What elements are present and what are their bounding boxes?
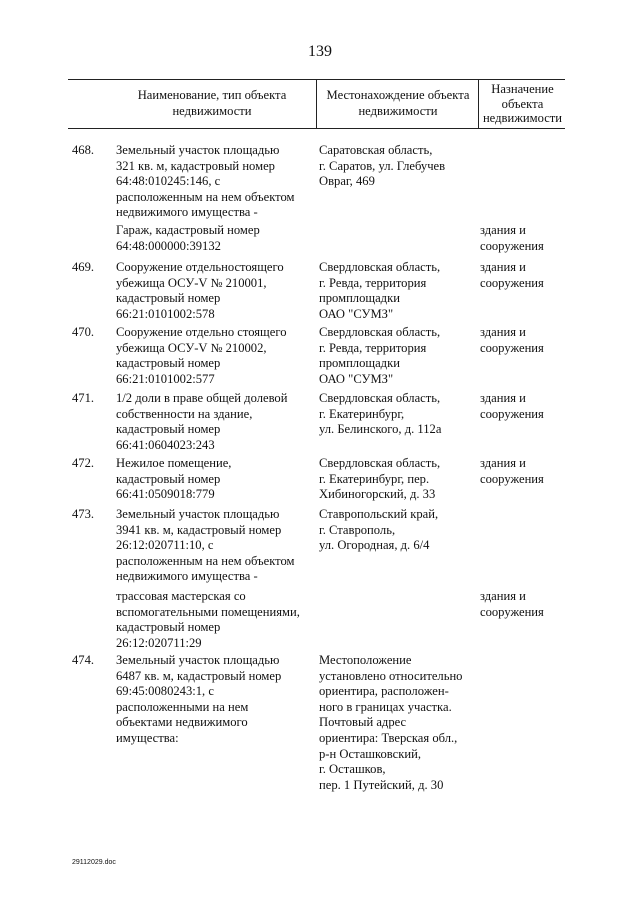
object-name-line: расположенным на нем объектом — [116, 189, 295, 204]
object-location-line: промплощадки — [319, 356, 400, 371]
object-location-line: Свердловская область, — [319, 325, 441, 339]
object-location-line: Свердловская область, — [319, 456, 441, 470]
object-name-line: недвижимого имущества - — [116, 205, 258, 220]
document-filename: 29112029.doc — [72, 859, 116, 866]
object-location-line: Почтовый адрес — [319, 715, 407, 730]
object-location-line: ориентира: Тверская обл., — [319, 730, 458, 745]
object-name-line: кадастровый номер — [116, 471, 221, 486]
object-location-line: пер. 1 Путейский, д. 30 — [319, 777, 444, 792]
object-location-line: г. Осташков, — [319, 762, 386, 777]
object-name-line: 321 кв. м, кадастровый номер — [116, 158, 275, 173]
object-name-line: 66:21:0101002:577 — [116, 371, 215, 386]
row-number: 470. — [72, 325, 95, 339]
object-location-line: г. Ревда, территория — [319, 275, 427, 290]
object-name-line: 69:45:0080243:1, с — [116, 684, 214, 699]
object-location-line: Свердловская область, — [319, 391, 441, 405]
object-purpose-cell — [480, 589, 560, 620]
object-purpose-line: здания и — [480, 260, 526, 274]
object-location-line: Овраг, 469 — [319, 174, 375, 189]
object-name-line: 26:12:020711:10, с — [116, 538, 214, 553]
header-purpose-line: Назначение — [491, 82, 554, 97]
row-number: 473. — [72, 507, 95, 521]
object-name-cell — [116, 507, 306, 585]
object-purpose-cell — [480, 391, 560, 422]
object-location-line: г. Саратов, ул. Глебучев — [319, 158, 446, 173]
object-location-line: ОАО "СУМЗ" — [319, 371, 394, 386]
page-number: 139 — [308, 43, 332, 60]
object-name-line: кадастровый номер — [116, 356, 221, 371]
row-number: 468. — [72, 143, 95, 157]
object-location-line: г. Екатеринбург, пер. — [319, 471, 430, 486]
object-location-cell — [319, 260, 469, 322]
object-name-line: Сооружение отдельно стоящего — [116, 325, 287, 339]
object-name-line: Земельный участок площадью — [116, 143, 280, 157]
object-name-line: 64:48:000000:39132 — [116, 238, 221, 253]
object-name-line: 6487 кв. м, кадастровый номер — [116, 668, 282, 683]
object-name-cell — [116, 653, 306, 747]
object-purpose-line: сооружения — [480, 406, 544, 421]
object-name-line: Нежилое помещение, — [116, 456, 232, 470]
object-name-line: расположенным на нем объектом — [116, 553, 295, 568]
object-location-line: ул. Белинского, д. 112а — [319, 422, 442, 437]
object-purpose-line: здания и — [480, 456, 526, 470]
object-name-line: 1/2 доли в праве общей долевой — [116, 391, 288, 405]
object-location-line: Свердловская область, — [319, 260, 441, 274]
header-location-line: недвижимости — [358, 104, 438, 118]
header-name-line: Наименование, тип объекта — [137, 88, 287, 103]
object-name-line: 3941 кв. м, кадастровый номер — [116, 522, 282, 537]
object-name-line: 66:41:0509018:779 — [116, 487, 215, 502]
object-location-line: р-н Осташковский, — [319, 746, 421, 761]
object-name-line: 64:48:010245:146, с — [116, 174, 221, 189]
object-purpose-line: сооружения — [480, 340, 544, 355]
object-purpose-cell — [480, 223, 560, 254]
header-purpose-line: недвижимости — [482, 111, 563, 126]
object-name-line: Земельный участок площадью — [116, 653, 280, 667]
object-location-cell — [319, 325, 469, 387]
object-location-line: Хибиногорский, д. 33 — [319, 487, 436, 502]
object-location-line: Ставропольский край, — [319, 507, 439, 521]
object-name-line: собственности на здание, — [116, 406, 253, 421]
table-header — [68, 79, 565, 129]
object-location-line: Местоположение — [319, 653, 412, 667]
object-purpose-line: сооружения — [480, 275, 544, 290]
object-location-line: ного в границах участка. — [319, 699, 452, 714]
object-name-line: расположенными на нем — [116, 699, 249, 714]
object-purpose-line: сооружения — [480, 471, 544, 486]
object-location-line: ОАО "СУМЗ" — [319, 306, 394, 321]
object-name-cell — [116, 223, 306, 254]
object-location-line: промплощадки — [319, 291, 400, 306]
object-name-cell — [116, 143, 306, 221]
object-location-line: г. Ставрополь, — [319, 522, 396, 537]
object-name-line: имущества: — [116, 730, 179, 745]
object-purpose-line: сооружения — [480, 238, 544, 253]
object-location-line: установлено относительно — [319, 668, 463, 683]
object-name-cell — [116, 260, 306, 322]
object-name-line: 66:41:0604023:243 — [116, 437, 215, 452]
object-purpose-line: здания и — [480, 223, 526, 237]
object-location-line: г. Екатеринбург, — [319, 406, 405, 421]
object-name-line: объектами недвижимого — [116, 715, 248, 730]
object-name-cell — [116, 325, 306, 387]
header-name-column — [108, 80, 316, 128]
header-location-column — [316, 80, 479, 128]
row-number: 469. — [72, 260, 95, 274]
object-location-line: г. Ревда, территория — [319, 340, 427, 355]
object-name-line: кадастровый номер — [116, 422, 221, 437]
header-location-line: Местонахождение объекта — [326, 88, 470, 103]
object-location-line: ориентира, расположен- — [319, 684, 449, 699]
header-purpose-column — [478, 80, 566, 128]
object-name-line: кадастровый номер — [116, 291, 221, 306]
object-name-line: недвижимого имущества - — [116, 569, 258, 584]
object-purpose-line: здания и — [480, 325, 526, 339]
object-purpose-line: здания и — [480, 589, 526, 603]
object-name-line: убежища ОСУ-V № 210001, — [116, 275, 267, 290]
object-name-line: кадастровый номер — [116, 620, 221, 635]
object-purpose-cell — [480, 325, 560, 356]
object-name-line: Гараж, кадастровый номер — [116, 223, 260, 237]
object-name-line: вспомогательными помещениями, — [116, 604, 300, 619]
object-name-line: 66:21:0101002:578 — [116, 306, 215, 321]
object-location-line: ул. Огородная, д. 6/4 — [319, 538, 430, 553]
object-name-cell — [116, 589, 306, 651]
object-name-line: 26:12:020711:29 — [116, 635, 202, 650]
object-location-line: Саратовская область, — [319, 143, 433, 157]
object-location-cell — [319, 143, 469, 190]
object-purpose-cell — [480, 456, 560, 487]
object-name-line: трассовая мастерская со — [116, 589, 246, 603]
object-location-cell — [319, 507, 469, 554]
object-purpose-cell — [480, 260, 560, 291]
object-name-cell — [116, 391, 306, 453]
header-purpose-line: объекта — [501, 96, 544, 111]
object-name-line: Земельный участок площадью — [116, 507, 280, 521]
row-number: 474. — [72, 653, 95, 667]
object-location-cell — [319, 456, 469, 503]
header-name-line: недвижимости — [172, 104, 252, 118]
row-number: 471. — [72, 391, 95, 405]
object-purpose-line: здания и — [480, 391, 526, 405]
object-location-cell — [319, 391, 469, 438]
object-location-cell — [319, 653, 469, 793]
object-name-line: Сооружение отдельностоящего — [116, 260, 284, 274]
object-purpose-line: сооружения — [480, 604, 544, 619]
row-number: 472. — [72, 456, 95, 470]
object-name-line: убежища ОСУ-V № 210002, — [116, 340, 267, 355]
object-name-cell — [116, 456, 306, 503]
